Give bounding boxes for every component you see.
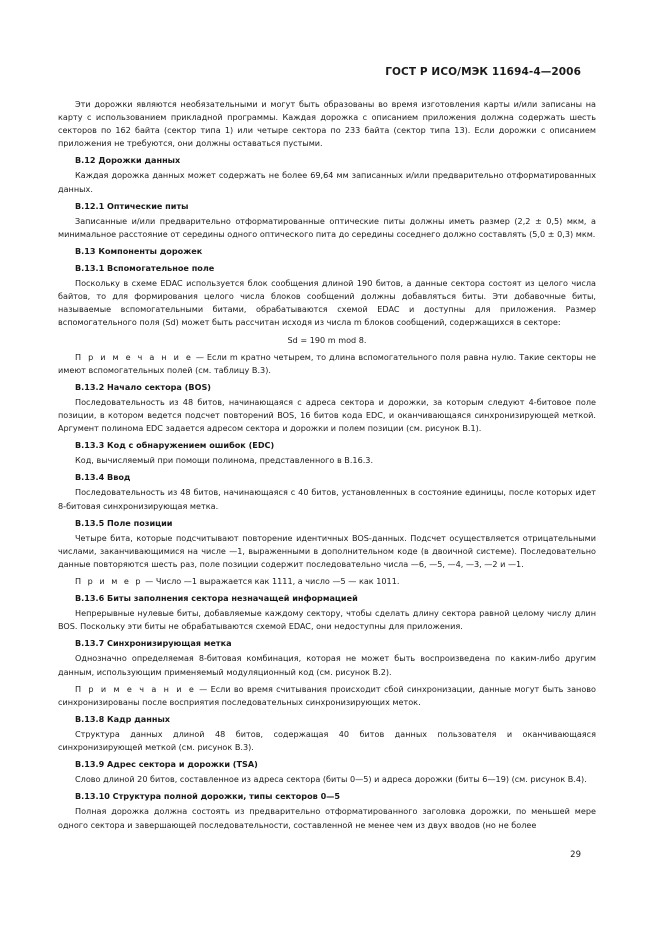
section-heading: В.13.8 Кадр данных [75,713,170,724]
note-text: — Если m кратно четырем, то длина вспомогательного поля равна нулю. Такие секторы не имеют вспомогательных полей (см. таблицу В.3). [58,351,597,375]
paragraph: Четыре бита, которые подсчитывают повторение идентичных BOS-данных. Подсчет осуществляется отрицательными числами, заканчивающимися на числе —1, выраженными в дополнительном коде (в двоичной системе). Последовательно данные повторяются шесть раз, поле позиции содержит последовательно числа —6, —5, —4, —3, —2 и —1. [58,532,596,569]
note [58,683,596,709]
example-label: П р и м е р [75,576,143,586]
note-text: — Если во время считывания происходит сбой синхронизации, данные могут быть заново синхронизированы после восприятия последовательных синхронизирующих меток. [58,683,596,707]
section-heading: В.13.9 Адрес сектора и дорожки (TSA) [75,759,258,770]
paragraph: Каждая дорожка данных может содержать не более 69,64 мм записанных и/или предварительно отформатированных данных. [58,170,596,194]
section-heading: В.13 Компоненты дорожек [75,245,203,256]
paragraph: Полная дорожка должна состоять из предварительно отформатированного заголовка дорожки, по меньшей мере одного сектора и завершающей последовательности, составленной не менее чем из двух вводов (но не более [58,806,596,830]
section-heading: В.13.6 Биты заполнения сектора незначащей информацией [75,593,358,604]
paragraph: Последовательность из 48 битов, начинающаяся с адреса сектора и дорожки, за которым следуют 4-битовое поле позиции, в котором ведется подсчет повторений BOS, 16 битов кода EDC, и оканчивающаяся синхронизирующей меткой. Аргумент полинома EDC задается адресом сектора и дорожки и полем позиции (см. рисунок В.1). [58,396,596,434]
paragraph: Слово длиной 20 битов, составленное из адреса сектора (биты 0—5) и адреса дорожки (биты 6—19) (см. рисунок В.4). [75,774,587,785]
paragraph: Поскольку в схеме EDAC используется блок сообщения длиной 190 битов, а данные сектора состоят из целого числа байтов, то для формирования целого числа блоков сообщений должны добавляться биты. Эти добавочные биты, называемые вспомогательными битами, обрабатываются схемой EDAC и доступны для приложения. Размер вспомогательного поля (Sd) может быть рассчитан исходя из числа m блоков сообщений, содержащихся в секторе: [58,278,596,328]
section-heading: В.13.7 Синхронизирующая метка [75,638,232,649]
standard-header: ГОСТ Р ИСО/МЭК 11694-4—2006 [385,66,581,78]
note-label: П р и м е ч а н и е [75,683,196,694]
section-heading: В.13.4 Ввод [75,472,131,483]
section-heading: В.13.3 Код с обнаружением ошибок (EDC) [75,440,275,451]
paragraph: Записанные и/или предварительно отформатированные оптические питы должны иметь размер (2,2 ± 0,5) мкм, а минимальное расстояние от середины одного оптического пита до середины соседнего должно составлять (5,0 ± 0,3) мкм. [58,215,596,239]
paragraph: Однозначно определяемая 8-битовая комбинация, которая не может быть воспроизведена по каким-либо другим данным, использующим применяемый модуляционный код (см. рисунок В.2). [58,653,596,677]
page-number: 29 [570,850,581,860]
section-heading: В.13.5 Поле позиции [75,517,173,528]
note-label: П р и м е ч а н и е [75,351,193,362]
example [58,575,596,588]
section-heading: В.13.2 Начало сектора (BOS) [75,381,211,392]
example-text: — Число —1 выражается как 1111, а число —5 — как 1011. [142,576,400,586]
paragraph: Структура данных длиной 48 битов, содержащая 40 битов данных пользователя и оканчивающаяся синхронизирующей меткой (см. рисунок В.3). [58,728,596,753]
formula: Sd = 190 m mod 8. [287,334,367,345]
document-body [58,98,596,832]
section-heading: В.12 Дорожки данных [75,155,181,166]
note [58,351,596,377]
paragraph: Непрерывные нулевые биты, добавляемые каждому сектору, чтобы сделать длину сектора равной целому числу длин BOS. Поскольку эти биты не обрабатываются схемой EDAC, они недоступны для приложения. [58,608,596,632]
paragraph: Эти дорожки являются необязательными и могут быть образованы во время изготовления карты и/или записаны на карту с использованием прикладной программы. Каждая дорожка с описанием приложения должна содержать шесть секторов по 162 байта (сектор типа 1) или четыре сектора по 233 байта (сектор типа 13). Если дорожки с описанием приложения не требуются, они должны оставаться пустыми. [58,99,596,149]
section-heading: В.12.1 Оптические питы [75,200,189,211]
section-heading: В.13.10 Структура полной дорожки, типы секторов 0—5 [75,791,340,802]
paragraph: Последовательность из 48 битов, начинающаяся с 40 битов, установленных в состояние единицы, после которых идет 8-битовая синхронизирующая метка. [58,487,596,511]
paragraph: Код, вычисляемый при помощи полинома, представленного в В.16.3. [75,455,374,466]
section-heading: В.13.1 Вспомогательное поле [75,263,215,274]
